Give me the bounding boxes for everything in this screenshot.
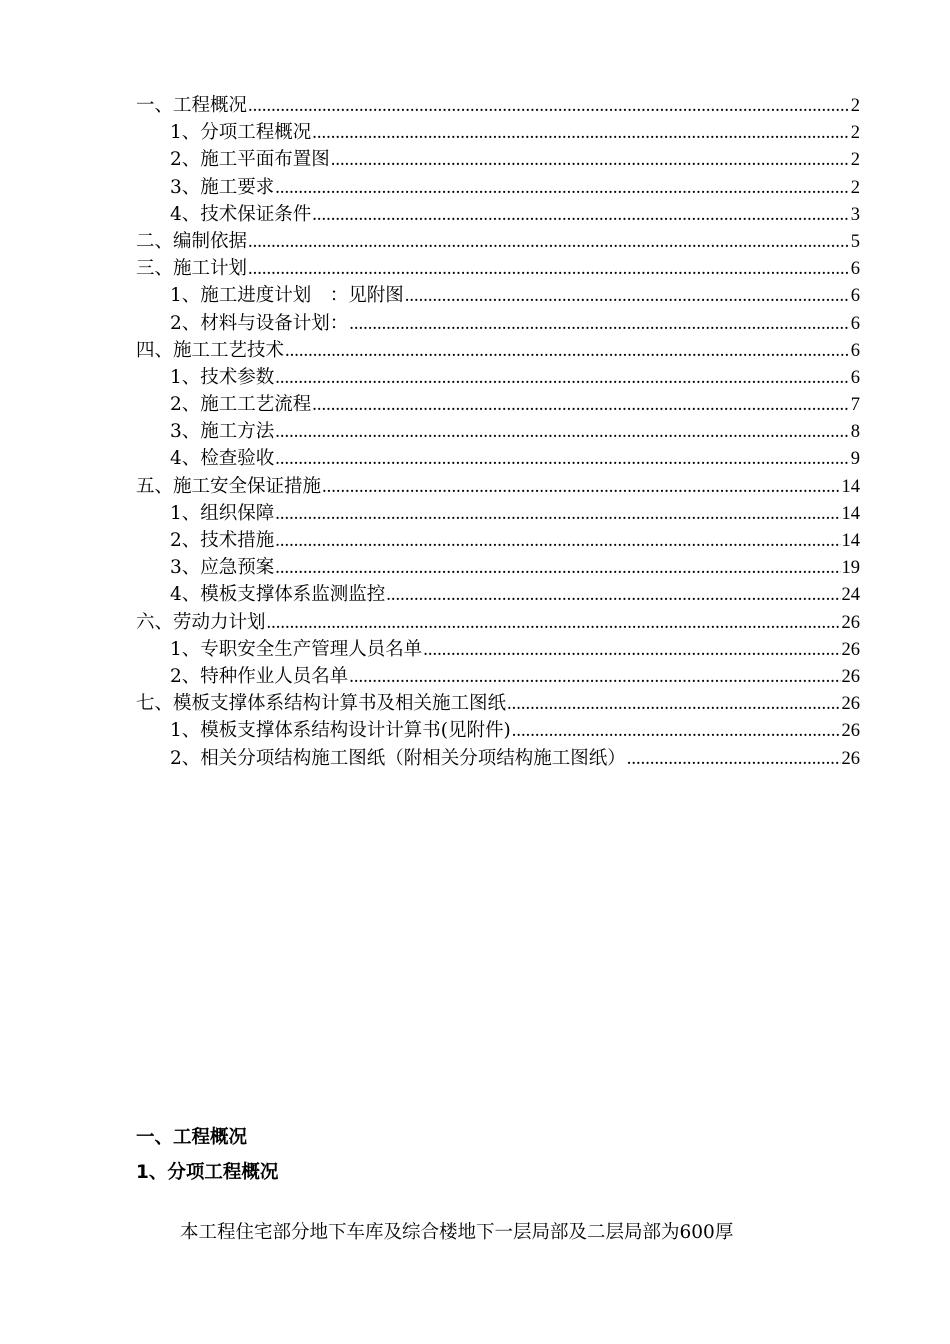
toc-dot-leader [248,93,850,120]
body-paragraph: 本工程住宅部分地下车库及综合楼地下一层局部及二层局部为600厚 [180,1222,734,1243]
toc-entry-label: 2、施工工艺流程 [170,394,312,416]
toc-entry[interactable] [136,445,860,472]
toc-dot-leader [423,637,840,664]
toc-page-number: 9 [850,449,860,470]
toc-entry-label: 2、相关分项结构施工图纸（附相关分项结构施工图纸） [170,747,626,769]
toc-entry[interactable] [136,201,860,228]
toc-dot-leader [285,338,850,365]
toc-entry[interactable] [136,174,860,201]
toc-entry[interactable] [136,119,860,146]
toc-entry[interactable] [136,554,860,581]
toc-entry[interactable] [136,228,860,255]
toc-page-number: 8 [850,422,860,443]
toc-entry-label: 五、施工安全保证措施 [136,475,322,497]
toc-entry-label: 4、模板支撑体系监测监控 [170,584,386,606]
toc-page-number: 26 [841,639,860,660]
toc-entry-label: 3、施工要求 [170,176,275,198]
toc-dot-leader [275,175,849,202]
toc-entry-label: 3、应急预案 [170,557,275,579]
toc-dot-leader [275,528,840,555]
toc-page-number: 7 [850,395,860,416]
toc-dot-leader [331,147,850,174]
toc-entry[interactable] [136,337,860,364]
toc-dot-leader [275,365,849,392]
toc-page-number: 26 [841,666,860,687]
toc-entry-label: 1、分项工程概况 [170,122,312,144]
table-of-contents [136,92,860,772]
toc-entry[interactable] [136,663,860,690]
toc-entry[interactable] [136,745,860,772]
toc-entry[interactable] [136,717,860,744]
toc-dot-leader [512,718,841,745]
toc-entry[interactable] [136,391,860,418]
toc-dot-leader [267,610,841,637]
toc-entry-label: 七、模板支撑体系结构计算书及相关施工图纸 [136,693,507,715]
toc-page-number: 3 [850,204,860,225]
toc-dot-leader [627,746,841,773]
toc-entry[interactable] [136,364,860,391]
toc-page-number: 6 [850,259,860,280]
section-heading: 一、工程概况 [136,1127,248,1148]
toc-entry-label: 2、技术措施 [170,530,275,551]
toc-dot-leader [405,283,850,310]
toc-dot-leader [312,392,849,419]
toc-entry-label: 一、工程概况 [136,95,248,116]
toc-entry-label: 1、专职安全生产管理人员名单 [170,638,423,660]
toc-entry-label: 1、组织保障 [170,502,275,524]
toc-page-number: 14 [841,476,860,497]
toc-entry-label: 六、劳动力计划 [136,611,266,633]
toc-page-number: 2 [850,150,860,171]
toc-page-number: 6 [850,367,860,388]
subsection-heading: 1、分项工程概况 [136,1162,279,1183]
toc-page-number: 2 [850,123,860,144]
toc-entry[interactable] [136,92,860,119]
toc-dot-leader [275,446,849,473]
toc-entry-label: 3、施工方法 [170,421,275,443]
toc-entry[interactable] [136,146,860,173]
toc-entry[interactable] [136,581,860,608]
toc-entry-label: 三、施工计划 [136,258,248,280]
toc-entry[interactable] [136,500,860,527]
toc-page-number: 26 [841,612,860,633]
toc-entry-label: 1、技术参数 [170,366,275,388]
toc-entry-label: 1、施工进度计划 ：见附图 [170,285,404,307]
toc-dot-leader [386,582,840,609]
toc-dot-leader [248,256,850,283]
toc-page-number: 26 [841,748,860,769]
toc-page-number: 6 [850,313,860,334]
toc-page-number: 2 [850,177,860,198]
toc-entry-label: 2、材料与设备计划： [170,312,349,334]
toc-dot-leader [275,555,840,582]
toc-entry-label: 二、编制依据 [136,230,248,252]
toc-entry[interactable] [136,255,860,282]
toc-entry[interactable] [136,310,860,337]
toc-dot-leader [248,229,850,256]
toc-entry[interactable] [136,418,860,445]
toc-page-number: 19 [841,558,860,579]
toc-page-number: 14 [841,531,860,551]
toc-page-number: 6 [850,286,860,307]
toc-dot-leader [349,311,849,338]
toc-dot-leader [275,419,849,446]
toc-entry[interactable] [136,636,860,663]
toc-entry-label: 4、检查验收 [170,448,275,470]
toc-dot-leader [349,664,840,691]
toc-dot-leader [312,120,849,147]
toc-entry[interactable] [136,527,860,554]
toc-page-number: 5 [850,231,860,252]
toc-dot-leader [322,474,840,501]
toc-page-number: 2 [850,96,860,116]
toc-dot-leader [312,202,849,229]
toc-dot-leader [507,691,840,718]
toc-page-number: 26 [841,721,860,742]
toc-entry[interactable] [136,690,860,717]
toc-page-number: 24 [841,585,860,606]
toc-page-number: 14 [841,503,860,524]
toc-entry[interactable] [136,473,860,500]
toc-entry[interactable] [136,609,860,636]
toc-entry[interactable] [136,282,860,309]
toc-dot-leader [275,501,840,528]
toc-entry-label: 四、施工工艺技术 [136,339,285,361]
toc-entry-label: 2、施工平面布置图 [170,149,330,171]
toc-entry-label: 1、模板支撑体系结构设计计算书(见附件) [170,720,511,742]
toc-entry-label: 4、技术保证条件 [170,203,312,225]
toc-entry-label: 2、特种作业人员名单 [170,665,349,687]
toc-page-number: 26 [841,694,860,715]
toc-page-number: 6 [850,340,860,361]
